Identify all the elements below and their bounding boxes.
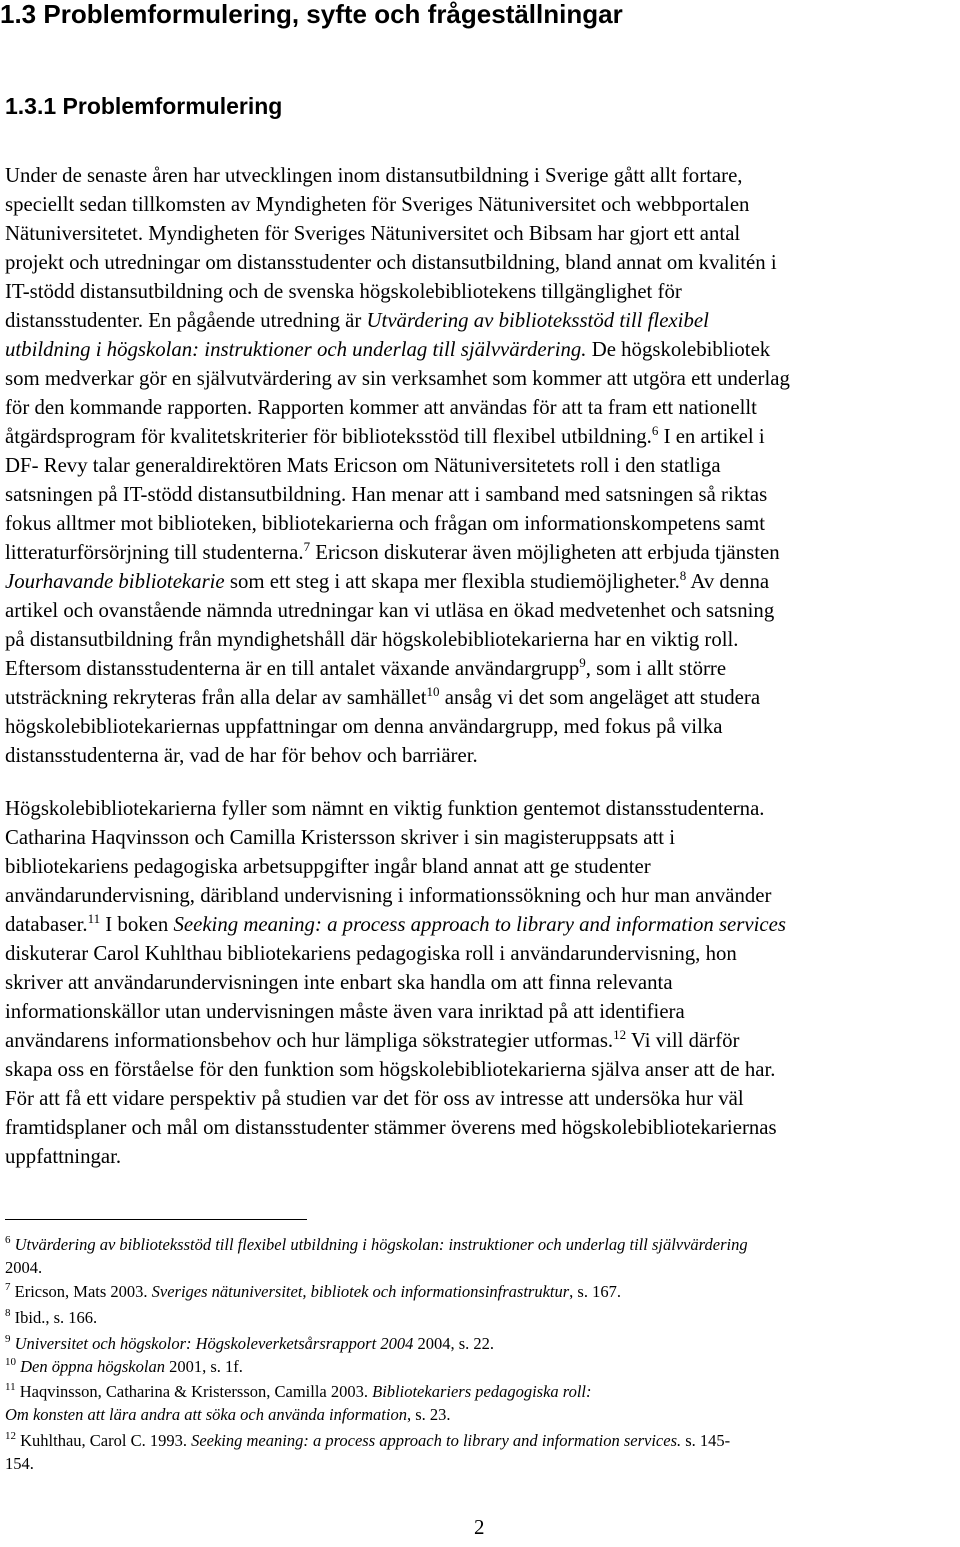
footnote-ref[interactable]: 11 — [87, 911, 101, 926]
text-line: artikel och ovanstående nämnda utredningar kan vi utläsa en ökad medvetenhet och satsning — [5, 599, 775, 622]
footnote-12 — [5, 1429, 955, 1475]
footnote-title: Bibliotekariers pedagogiska roll: — [372, 1382, 592, 1401]
footnote-line — [5, 1380, 955, 1403]
text-span: Ericson diskuterar även möjligheten att erbjuda tjänsten — [310, 541, 780, 564]
text-line: Catharina Haqvinsson och Camilla Kristersson skriver i sin magisteruppsats att i — [5, 826, 676, 849]
footnote-line — [5, 1332, 955, 1355]
paragraph-librarians-role — [5, 794, 957, 1171]
text-span: I boken — [100, 913, 174, 936]
footnote-line — [5, 1280, 955, 1303]
footnote-line: 2004. — [5, 1258, 43, 1277]
text-span: Av denna — [686, 570, 770, 593]
text-line — [5, 538, 957, 567]
footnote-title: Om konsten att lära andra att söka och använda information — [5, 1405, 407, 1424]
text-line: framtidsplaner och mål om distansstudenter stämmer överens med högskolebibliotekariernas — [5, 1116, 777, 1139]
text-line: uppfattningar. — [5, 1145, 122, 1168]
page-number: 2 — [474, 1515, 485, 1539]
footnote-10 — [5, 1355, 955, 1378]
text-span: Eftersom distansstudenterna är en till antalet växande användargrupp — [5, 657, 580, 680]
text-line: informationskällor utan undervisningen måste även vara inriktad på att identifiera — [5, 1000, 685, 1023]
footnote-pages: s. 145- — [681, 1431, 731, 1450]
footnote-pages: , s. 167. — [569, 1282, 621, 1301]
footnote-9 — [5, 1332, 955, 1355]
italic-title: Seeking meaning: a process approach to library and information services — [173, 913, 786, 936]
footnote-title: Den öppna högskolan — [20, 1357, 165, 1376]
footnote-ref[interactable]: 6 — [651, 423, 659, 438]
text-span: databaser. — [5, 913, 88, 936]
text-line: Under de senaste åren har utvecklingen inom distansutbildning i Sverige gått allt fortare, — [5, 164, 743, 187]
footnote-author: Ericson, Mats 2003. — [14, 1282, 152, 1301]
italic-title: Jourhavande bibliotekarie — [5, 570, 225, 593]
text-line: skapa oss en förståelse för den funktion som högskolebibliotekarierna själva anser att de har. — [5, 1058, 776, 1081]
text-line — [5, 422, 957, 451]
footnote-number: 7 — [5, 1281, 11, 1293]
footnote-number: 6 — [5, 1234, 11, 1246]
text-span: , som i allt större — [585, 657, 727, 680]
text-line: För att få ett vidare perspektiv på studien var det för oss av intresse att undersöka hur väl — [5, 1087, 744, 1110]
text-line: DF- Revy talar generaldirektören Mats Ericson om Nätuniversitetets roll i den statliga — [5, 454, 721, 477]
footnote-line — [5, 1403, 955, 1426]
footnote-author: Haqvinsson, Catharina & Kristersson, Camilla 2003. — [19, 1382, 373, 1401]
paragraph-problem-statement — [5, 161, 957, 770]
text-span: De högskolebibliotek — [586, 338, 771, 361]
footnote-separator — [5, 1219, 307, 1220]
text-span: användarens informationsbehov och hur lämpliga sökstrategier utformas. — [5, 1029, 614, 1052]
footnote-line — [5, 1355, 955, 1378]
italic-title: utbildning i högskolan: instruktioner och underlag till självvärdering. — [5, 338, 587, 361]
text-line — [5, 654, 957, 683]
text-span: utsträckning rekryteras från alla delar av samhället — [5, 686, 427, 709]
subsection-heading: 1.3.1 Problemformulering — [5, 93, 283, 119]
footnote-title: Universitet och högskolor: Högskoleverketsårsrapport 2004 — [14, 1334, 414, 1353]
text-span: litteraturförsörjning till studenterna. — [5, 541, 304, 564]
footnote-6 — [5, 1233, 955, 1279]
footnote-number: 11 — [5, 1381, 16, 1393]
text-line: IT-stödd distansutbildning och de svenska högskolebibliotekens tillgänglighet för — [5, 280, 682, 303]
text-line — [5, 910, 957, 939]
text-line: användarundervisning, däribland undervisning i informationssökning och hur man använder — [5, 884, 772, 907]
footnote-line — [5, 1429, 955, 1452]
text-line — [5, 567, 957, 596]
footnote-8 — [5, 1306, 955, 1329]
text-line: fokus alltmer mot biblioteken, bibliotekarierna och frågan om informationskompetens samt — [5, 512, 766, 535]
text-line: diskuterar Carol Kuhlthau bibliotekariens pedagogiska roll i användarundervisning, hon — [5, 942, 737, 965]
footnote-author: Kuhlthau, Carol C. 1993. — [20, 1431, 192, 1450]
text-line: som medverkar gör en självutvärdering av sin verksamhet som kommer att utgöra ett underlag — [5, 367, 790, 390]
footnote-line: 154. — [5, 1454, 34, 1473]
footnote-number: 10 — [5, 1356, 16, 1368]
footnote-line — [5, 1233, 955, 1256]
footnote-title: Utvärdering av biblioteksstöd till flexibel utbildning i högskolan: instruktioner och underlag till självvärdering — [14, 1235, 748, 1254]
text-line — [5, 683, 957, 712]
footnote-pages: 2004, s. 22. — [413, 1334, 494, 1353]
text-span: som ett steg i att skapa mer flexibla studiemöjligheter. — [224, 570, 680, 593]
footnote-ref[interactable]: 9 — [579, 655, 586, 670]
text-span: åtgärdsprogram för kvalitetskriterier för biblioteksstöd till flexibel utbildning. — [5, 425, 652, 448]
text-line: projekt och utredningar om distansstudenter och distansutbildning, bland annat om kvalitén i — [5, 251, 777, 274]
footnote-title: Sveriges nätuniversitet, bibliotek och informationsinfrastruktur — [151, 1282, 570, 1301]
section-heading: 1.3 Problemformulering, syfte och frågeställningar — [0, 0, 623, 29]
text-line: distansstudenterna är, vad de har för behov och barriärer. — [5, 744, 478, 767]
footnote-pages: 2001, s. 1f. — [164, 1357, 243, 1376]
footnote-number: 9 — [5, 1333, 11, 1345]
text-line: satsningen på IT-stödd distansutbildning. Han menar att i samband med satsningen så riktas — [5, 483, 768, 506]
text-span: I en artikel i — [658, 425, 765, 448]
text-span: Vi vill därför — [626, 1029, 740, 1052]
italic-title: Utvärdering av biblioteksstöd till flexibel — [366, 309, 709, 332]
text-span: ansåg vi det som angeläget att studera — [439, 686, 761, 709]
footnote-title: Seeking meaning: a process approach to library and information services. — [191, 1431, 682, 1450]
text-line: skriver att användarundervisningen inte enbart ska handla om att finna relevanta — [5, 971, 673, 994]
footnote-pages: , s. 23. — [406, 1405, 451, 1424]
footnote-ref[interactable]: 10 — [426, 684, 440, 699]
footnote-ref[interactable]: 7 — [303, 539, 311, 554]
text-line: speciellt sedan tillkomsten av Myndigheten för Sveriges Nätuniversitet och webbportalen — [5, 193, 750, 216]
text-line: bibliotekariens pedagogiska arbetsuppgifter ingår bland annat att ge studenter — [5, 855, 651, 878]
text-line: Högskolebibliotekarierna fyller som nämnt en viktig funktion gentemot distansstudenterna. — [5, 797, 765, 820]
text-line: Nätuniversitetet. Myndigheten för Sveriges Nätuniversitet och Bibsam har gjort ett antal — [5, 222, 741, 245]
text-line — [5, 306, 957, 335]
footnote-number: 8 — [5, 1307, 11, 1319]
text-span: distansstudenter. En pågående utredning är — [5, 309, 367, 332]
footnote-7 — [5, 1280, 955, 1303]
text-line — [5, 1026, 957, 1055]
footnote-line — [5, 1306, 955, 1329]
footnote-ref[interactable]: 8 — [679, 568, 687, 583]
footnote-ref[interactable]: 12 — [613, 1027, 627, 1042]
footnote-text: Ibid., s. 166. — [14, 1308, 98, 1327]
footnote-11 — [5, 1380, 955, 1426]
text-line: högskolebibliotekariernas uppfattningar om denna användargrupp, med fokus på vilka — [5, 715, 723, 738]
text-line: på distansutbildning från myndighetshåll där högskolebibliotekarierna har en viktig roll. — [5, 628, 739, 651]
text-line — [5, 335, 957, 364]
text-line: för den kommande rapporten. Rapporten kommer att användas för att ta fram ett nationellt — [5, 396, 757, 419]
footnote-number: 12 — [5, 1430, 16, 1442]
